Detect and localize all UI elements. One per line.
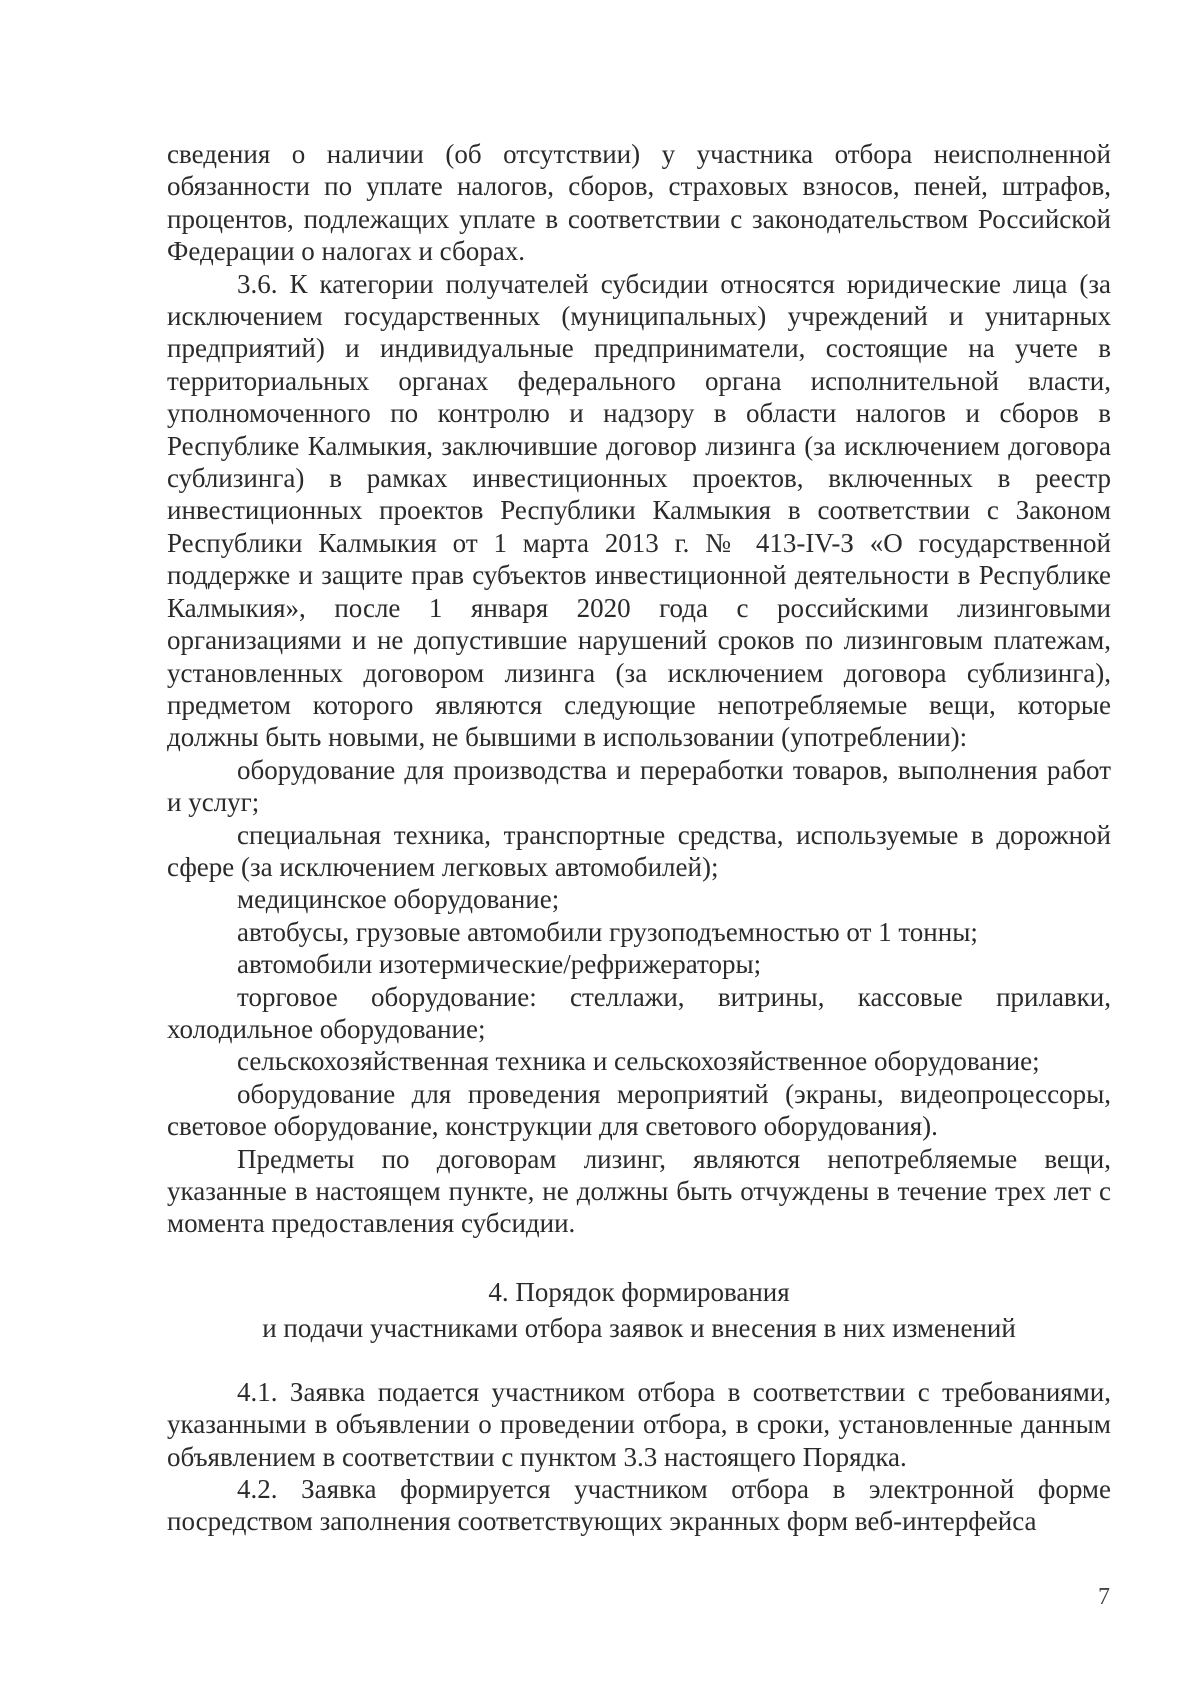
paragraph-tax-info: сведения о наличии (об отсутствии) у участника отбора неисполненной обязанности по уплате налогов, сборов, страховых взносов, пеней, штрафов, процентов, подлежащих уплате в соответствии с законодательством Российской Федерации о налогах и сборах. <box>167 139 1111 267</box>
spacer <box>167 1240 1111 1274</box>
paragraph-4-1: 4.1. Заявка подается участником отбора в соответствии с требованиями, указанными в объявлении о проведении отбора, в сроки, установленные данным объявлением в соответствии с пунктом 3.3 настоящего Порядка. <box>167 1376 1111 1472</box>
list-item: автомобили изотермические/рефрижераторы; <box>237 949 762 980</box>
list-item: медицинское оборудование; <box>237 884 560 915</box>
paragraph-3-6: 3.6. К категории получателей субсидии относятся юридические лица (за исключением государственных (муниципальных) учреждений и унитарных предприятий) и индивидуальные предприниматели, состоящие на учете в территориальных органах федерального органа исполнительной власти, уполномоченного по контролю и надзору в области налогов и сборов в Республике Калмыкия, заключившие договор лизинга (за исключением договора сублизинга) в рамках инвестиционных проектов, включенных в реестр инвестиционных проектов Республики Калмыкия в соответствии с Законом Республики Калмыкия от 1 марта 2013 г. № 413-IV-З «О государственной поддержке и защите прав субъектов инвестиционной деятельности в Республике Калмыкия», после 1 января 2020 года с российскими лизинговыми организациями и не допустившие нарушений сроков по лизинговым платежам, установленных договором лизинга (за исключением договора сублизинга), предметом которого являются следующие непотребляемые вещи, которые должны быть новыми, не бывшими в использовании (употреблении): <box>167 268 1111 753</box>
list-item: торговое оборудование: стеллажи, витрины, кассовые прилавки, холодильное оборудование; <box>167 981 1111 1044</box>
section-4-title-line-1: 4. Порядок формирования <box>488 1276 790 1307</box>
page-number: 7 <box>1098 1584 1110 1610</box>
document-page <box>167 138 1111 1538</box>
section-4-title-line-2: и подачи участниками отбора заявок и внесения в них изменений <box>262 1312 1016 1343</box>
list-item: оборудование для проведения мероприятий (экраны, видеопроцессоры, световое оборудование, конструкции для светового оборудования). <box>167 1078 1111 1142</box>
list-item: сельскохозяйственная техника и сельскохозяйственное оборудование; <box>237 1046 1040 1077</box>
list-item: автобусы, грузовые автомобили грузоподъемностью от 1 тонны; <box>237 916 978 947</box>
list-item: оборудование для производства и переработки товаров, выполнения работ и услуг; <box>167 754 1111 818</box>
list-item: специальная техника, транспортные средства, используемые в дорожной сфере (за исключением легковых автомобилей); <box>167 819 1111 882</box>
paragraph-4-2: 4.2. Заявка формируется участником отбора в электронной форме посредством заполнения соответствующих экранных форм веб-интерфейса <box>167 1474 1111 1537</box>
paragraph-leasing-items: Предметы по договорам лизинг, являются непотребляемые вещи, указанные в настоящем пункте, не должны быть отчуждены в течение трех лет с момента предоставления субсидии. <box>167 1143 1111 1239</box>
spacer <box>167 1346 1111 1376</box>
